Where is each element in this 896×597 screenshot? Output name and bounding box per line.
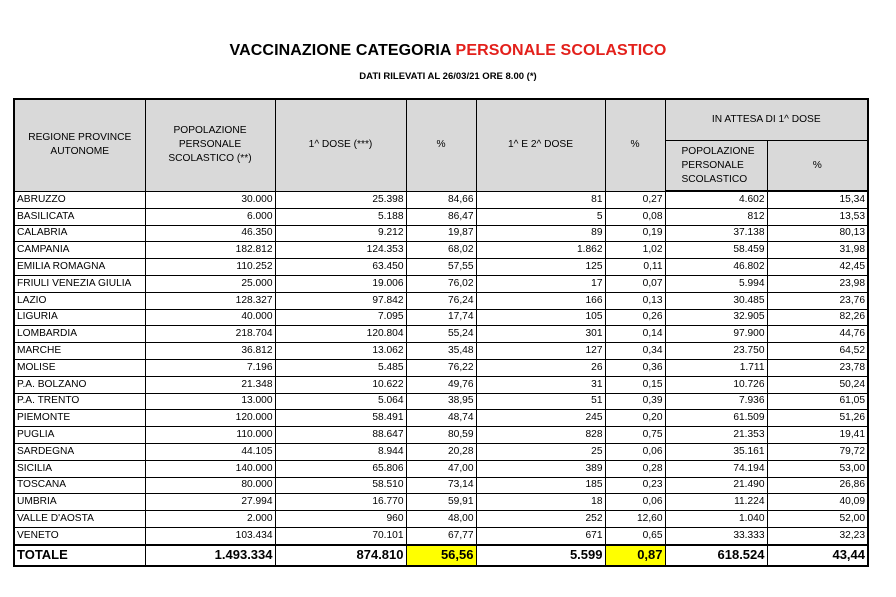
cell-pct2: 0,28 [605, 460, 665, 477]
cell-waiting-population: 37.138 [665, 225, 767, 242]
cell-first-dose: 5.064 [275, 393, 406, 410]
cell-first-dose: 8.944 [275, 443, 406, 460]
cell-population: 110.000 [145, 427, 275, 444]
cell-region: P.A. TRENTO [14, 393, 145, 410]
cell-region: CALABRIA [14, 225, 145, 242]
cell-waiting-pct: 26,86 [767, 477, 868, 494]
cell-first-dose: 120.804 [275, 326, 406, 343]
cell-first-dose: 7.095 [275, 309, 406, 326]
cell-both-doses: 89 [476, 225, 605, 242]
cell-pct2: 0,08 [605, 208, 665, 225]
cell-both-doses: 18 [476, 494, 605, 511]
cell-pct1: 59,91 [406, 494, 476, 511]
table-row [14, 191, 868, 208]
cell-both-doses: 5 [476, 208, 605, 225]
cell-waiting-population: 30.485 [665, 292, 767, 309]
cell-both-doses: 81 [476, 191, 605, 208]
cell-region: PIEMONTE [14, 410, 145, 427]
cell-region: FRIULI VENEZIA GIULIA [14, 275, 145, 292]
col-header-both-doses: 1^ E 2^ DOSE [476, 99, 605, 191]
cell-pct1: 68,02 [406, 242, 476, 259]
cell-waiting-pct: 64,52 [767, 343, 868, 360]
cell-waiting-pct: 53,00 [767, 460, 868, 477]
cell-pct2: 1,02 [605, 242, 665, 259]
cell-waiting-pct: 15,34 [767, 191, 868, 208]
cell-pct2: 0,65 [605, 527, 665, 544]
cell-pct1: 76,24 [406, 292, 476, 309]
table-row [14, 494, 868, 511]
cell-pct2: 12,60 [605, 511, 665, 528]
cell-both-doses: 166 [476, 292, 605, 309]
cell-first-dose: 88.647 [275, 427, 406, 444]
cell-waiting-population: 74.194 [665, 460, 767, 477]
total-pct2: 0,87 [605, 545, 665, 566]
cell-first-dose: 960 [275, 511, 406, 528]
cell-first-dose: 5.485 [275, 359, 406, 376]
cell-both-doses: 26 [476, 359, 605, 376]
cell-pct1: 67,77 [406, 527, 476, 544]
cell-region: LOMBARDIA [14, 326, 145, 343]
cell-first-dose: 63.450 [275, 259, 406, 276]
cell-population: 7.196 [145, 359, 275, 376]
total-first-dose: 874.810 [275, 545, 406, 566]
cell-waiting-population: 21.353 [665, 427, 767, 444]
cell-pct1: 76,02 [406, 275, 476, 292]
cell-waiting-population: 10.726 [665, 376, 767, 393]
cell-pct2: 0,07 [605, 275, 665, 292]
cell-pct1: 73,14 [406, 477, 476, 494]
table-row [14, 359, 868, 376]
cell-region: CAMPANIA [14, 242, 145, 259]
cell-population: 80.000 [145, 477, 275, 494]
cell-waiting-pct: 52,00 [767, 511, 868, 528]
cell-pct2: 0,11 [605, 259, 665, 276]
cell-first-dose: 19.006 [275, 275, 406, 292]
cell-waiting-population: 61.509 [665, 410, 767, 427]
cell-region: ABRUZZO [14, 191, 145, 208]
cell-waiting-population: 21.490 [665, 477, 767, 494]
cell-waiting-population: 97.900 [665, 326, 767, 343]
table-row [14, 275, 868, 292]
cell-first-dose: 25.398 [275, 191, 406, 208]
total-region: TOTALE [14, 545, 145, 566]
cell-waiting-pct: 23,78 [767, 359, 868, 376]
cell-waiting-population: 46.802 [665, 259, 767, 276]
cell-population: 27.994 [145, 494, 275, 511]
cell-both-doses: 1.862 [476, 242, 605, 259]
cell-waiting-pct: 82,26 [767, 309, 868, 326]
cell-waiting-population: 11.224 [665, 494, 767, 511]
table-row [14, 259, 868, 276]
cell-first-dose: 10.622 [275, 376, 406, 393]
title-highlight: PERSONALE SCOLASTICO [455, 42, 667, 59]
table-row [14, 292, 868, 309]
col-header-pct2: % [605, 99, 665, 191]
cell-pct1: 35,48 [406, 343, 476, 360]
cell-waiting-pct: 50,24 [767, 376, 868, 393]
table-row [14, 477, 868, 494]
cell-pct1: 48,74 [406, 410, 476, 427]
table-row [14, 443, 868, 460]
cell-pct1: 86,47 [406, 208, 476, 225]
cell-both-doses: 252 [476, 511, 605, 528]
total-both-doses: 5.599 [476, 545, 605, 566]
cell-pct1: 80,59 [406, 427, 476, 444]
total-waiting-population: 618.524 [665, 545, 767, 566]
cell-first-dose: 5.188 [275, 208, 406, 225]
cell-waiting-pct: 40,09 [767, 494, 868, 511]
col-header-first-dose: 1^ DOSE (***) [275, 99, 406, 191]
cell-pct2: 0,15 [605, 376, 665, 393]
cell-waiting-pct: 31,98 [767, 242, 868, 259]
vaccination-table [13, 98, 869, 567]
cell-pct1: 49,76 [406, 376, 476, 393]
cell-first-dose: 13.062 [275, 343, 406, 360]
cell-waiting-population: 23.750 [665, 343, 767, 360]
cell-population: 218.704 [145, 326, 275, 343]
total-row [14, 545, 868, 566]
cell-region: VENETO [14, 527, 145, 544]
cell-both-doses: 245 [476, 410, 605, 427]
table-row [14, 309, 868, 326]
cell-region: LAZIO [14, 292, 145, 309]
cell-both-doses: 17 [476, 275, 605, 292]
col-header-population: POPOLAZIONE PERSONALE SCOLASTICO (**) [145, 99, 275, 191]
cell-population: 110.252 [145, 259, 275, 276]
cell-first-dose: 58.510 [275, 477, 406, 494]
table-row [14, 511, 868, 528]
table-row [14, 208, 868, 225]
cell-waiting-pct: 51,26 [767, 410, 868, 427]
cell-waiting-population: 1.711 [665, 359, 767, 376]
cell-both-doses: 25 [476, 443, 605, 460]
cell-population: 128.327 [145, 292, 275, 309]
cell-pct1: 76,22 [406, 359, 476, 376]
cell-region: LIGURIA [14, 309, 145, 326]
cell-waiting-population: 35.161 [665, 443, 767, 460]
cell-region: MARCHE [14, 343, 145, 360]
cell-both-doses: 105 [476, 309, 605, 326]
cell-waiting-population: 58.459 [665, 242, 767, 259]
cell-waiting-pct: 79,72 [767, 443, 868, 460]
cell-pct1: 84,66 [406, 191, 476, 208]
cell-population: 140.000 [145, 460, 275, 477]
total-population: 1.493.334 [145, 545, 275, 566]
cell-waiting-pct: 61,05 [767, 393, 868, 410]
cell-pct1: 17,74 [406, 309, 476, 326]
cell-region: EMILIA ROMAGNA [14, 259, 145, 276]
cell-both-doses: 51 [476, 393, 605, 410]
total-pct1: 56,56 [406, 545, 476, 566]
col-header-pct1: % [406, 99, 476, 191]
cell-pct2: 0,36 [605, 359, 665, 376]
cell-waiting-population: 33.333 [665, 527, 767, 544]
table-row [14, 326, 868, 343]
table-row [14, 343, 868, 360]
cell-pct2: 0,26 [605, 309, 665, 326]
cell-both-doses: 671 [476, 527, 605, 544]
cell-population: 21.348 [145, 376, 275, 393]
cell-pct1: 47,00 [406, 460, 476, 477]
cell-population: 120.000 [145, 410, 275, 427]
cell-waiting-population: 32.905 [665, 309, 767, 326]
cell-pct2: 0,06 [605, 443, 665, 460]
cell-population: 25.000 [145, 275, 275, 292]
cell-waiting-population: 7.936 [665, 393, 767, 410]
table-row [14, 410, 868, 427]
cell-region: SICILIA [14, 460, 145, 477]
cell-region: VALLE D'AOSTA [14, 511, 145, 528]
table-row [14, 242, 868, 259]
cell-pct2: 0,13 [605, 292, 665, 309]
cell-both-doses: 389 [476, 460, 605, 477]
cell-region: UMBRIA [14, 494, 145, 511]
table-row [14, 460, 868, 477]
page-title [0, 42, 896, 60]
cell-population: 30.000 [145, 191, 275, 208]
cell-region: TOSCANA [14, 477, 145, 494]
cell-first-dose: 65.806 [275, 460, 406, 477]
cell-pct2: 0,27 [605, 191, 665, 208]
cell-waiting-pct: 19,41 [767, 427, 868, 444]
table-body [14, 191, 868, 566]
cell-pct1: 48,00 [406, 511, 476, 528]
cell-region: MOLISE [14, 359, 145, 376]
col-header-waiting-population: POPOLAZIONE PERSONALE SCOLASTICO [665, 141, 767, 192]
page-subtitle: DATI RILEVATI AL 26/03/21 ORE 8.00 (*) [359, 71, 537, 82]
cell-first-dose: 58.491 [275, 410, 406, 427]
table-row [14, 393, 868, 410]
cell-population: 44.105 [145, 443, 275, 460]
cell-both-doses: 185 [476, 477, 605, 494]
cell-pct1: 19,87 [406, 225, 476, 242]
cell-pct1: 55,24 [406, 326, 476, 343]
cell-first-dose: 124.353 [275, 242, 406, 259]
cell-waiting-pct: 44,76 [767, 326, 868, 343]
cell-region: SARDEGNA [14, 443, 145, 460]
cell-region: PUGLIA [14, 427, 145, 444]
table-row [14, 427, 868, 444]
cell-first-dose: 16.770 [275, 494, 406, 511]
cell-pct1: 20,28 [406, 443, 476, 460]
col-header-waiting-group: IN ATTESA DI 1^ DOSE [665, 99, 868, 141]
cell-population: 182.812 [145, 242, 275, 259]
cell-pct2: 0,39 [605, 393, 665, 410]
col-header-region: REGIONE PROVINCE AUTONOME [14, 99, 145, 191]
col-header-waiting-pct: % [767, 141, 868, 192]
cell-pct2: 0,20 [605, 410, 665, 427]
table-row [14, 527, 868, 544]
cell-both-doses: 125 [476, 259, 605, 276]
cell-pct2: 0,06 [605, 494, 665, 511]
cell-population: 103.434 [145, 527, 275, 544]
cell-both-doses: 828 [476, 427, 605, 444]
cell-pct2: 0,34 [605, 343, 665, 360]
cell-waiting-pct: 13,53 [767, 208, 868, 225]
table-row [14, 225, 868, 242]
cell-population: 13.000 [145, 393, 275, 410]
cell-pct1: 57,55 [406, 259, 476, 276]
cell-both-doses: 301 [476, 326, 605, 343]
cell-waiting-population: 1.040 [665, 511, 767, 528]
cell-pct2: 0,23 [605, 477, 665, 494]
cell-pct2: 0,19 [605, 225, 665, 242]
cell-waiting-pct: 23,76 [767, 292, 868, 309]
cell-population: 46.350 [145, 225, 275, 242]
cell-population: 36.812 [145, 343, 275, 360]
cell-region: BASILICATA [14, 208, 145, 225]
cell-waiting-pct: 23,98 [767, 275, 868, 292]
cell-waiting-population: 4.602 [665, 191, 767, 208]
cell-waiting-population: 812 [665, 208, 767, 225]
cell-both-doses: 31 [476, 376, 605, 393]
cell-both-doses: 127 [476, 343, 605, 360]
cell-population: 6.000 [145, 208, 275, 225]
cell-first-dose: 70.101 [275, 527, 406, 544]
table-row [14, 376, 868, 393]
cell-pct2: 0,14 [605, 326, 665, 343]
cell-waiting-pct: 32,23 [767, 527, 868, 544]
title-main: VACCINAZIONE CATEGORIA [229, 42, 456, 59]
cell-waiting-population: 5.994 [665, 275, 767, 292]
cell-waiting-pct: 80,13 [767, 225, 868, 242]
cell-pct1: 38,95 [406, 393, 476, 410]
cell-first-dose: 97.842 [275, 292, 406, 309]
cell-population: 2.000 [145, 511, 275, 528]
cell-first-dose: 9.212 [275, 225, 406, 242]
cell-region: P.A. BOLZANO [14, 376, 145, 393]
cell-population: 40.000 [145, 309, 275, 326]
cell-waiting-pct: 42,45 [767, 259, 868, 276]
total-waiting-pct: 43,44 [767, 545, 868, 566]
cell-pct2: 0,75 [605, 427, 665, 444]
